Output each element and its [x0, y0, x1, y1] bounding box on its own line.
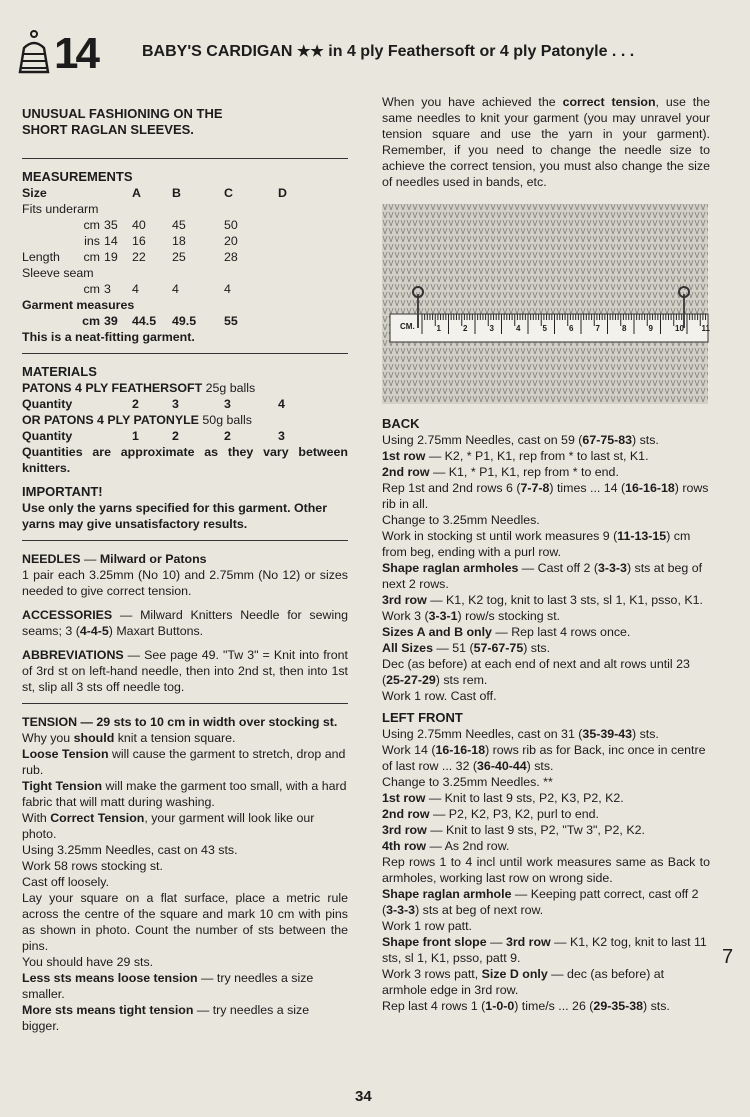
table-row	[22, 201, 322, 217]
unit-label: ins	[84, 234, 100, 248]
row-label: 1st row	[382, 791, 426, 805]
text: ) sts.	[523, 641, 551, 655]
row-label: 2nd row	[382, 807, 430, 821]
table-row	[22, 281, 322, 297]
back-raglan	[382, 560, 710, 592]
size-c: C	[224, 186, 233, 200]
text: — Rep last 4 rows once.	[491, 625, 631, 639]
cell: 4	[224, 282, 231, 296]
divider	[22, 353, 348, 354]
lf-work-row: Work 1 row patt.	[382, 919, 472, 933]
yarn1-quantity-table	[22, 396, 322, 412]
text: Rep last 4 rows 1 (	[382, 999, 486, 1013]
ball-of-yarn-icon	[14, 28, 54, 76]
text: — 51 (	[432, 641, 474, 655]
text-bold: 16-16-18	[625, 481, 675, 495]
row-label: Shape raglan armholes	[382, 561, 519, 575]
cell: 4	[172, 282, 179, 296]
cell: 4	[132, 282, 139, 296]
loose-label: Loose Tension	[22, 747, 109, 761]
text-bold: 29-35-38	[593, 999, 644, 1013]
text: — K2, * P1, K1, rep from * to last st, K1.	[425, 449, 649, 463]
lf-rib	[382, 742, 710, 774]
row-label: Size D only	[481, 967, 548, 981]
intro-line-1: UNUSUAL FASHIONING ON THE	[22, 106, 223, 121]
table-row	[22, 249, 322, 265]
text: — As 2nd row.	[426, 839, 510, 853]
row-label: Shape front slope	[382, 935, 487, 949]
accessories-heading: ACCESSORIES	[22, 608, 113, 622]
tension-heading-line: TENSION — 29 sts to 10 cm in width over stocking st.	[22, 715, 338, 729]
difficulty-stars: ★★	[296, 43, 324, 60]
knitted-swatch-image	[382, 204, 708, 404]
size-a: A	[132, 186, 141, 200]
text: — dec (as before) at armhole edge in 3rd row.	[382, 967, 665, 997]
text: — K1, K2 tog, knit to last 11 sts, sl 1, K1, psso, patt 9.	[382, 935, 707, 965]
cell: 50	[224, 218, 238, 232]
ruler-number: 6	[569, 324, 574, 333]
text: ) sts at beg of next 2 rows.	[382, 561, 703, 591]
measurements-table	[22, 185, 322, 329]
text-bold: 36-40-44	[477, 759, 527, 773]
text-bold: 3-3-3	[386, 903, 416, 917]
neat-fit-note: This is a neat-fitting garment.	[22, 330, 195, 344]
table-row	[22, 297, 322, 313]
text: Work 3 rows patt,	[382, 967, 482, 981]
lf-row2	[382, 806, 710, 822]
lf-rep-last	[382, 998, 710, 1014]
materials-heading: MATERIALS	[22, 364, 97, 379]
accessories-section: ACCESSORIES — Milward Knitters Needle for sewing seams; 3 (4-4-5) Maxart Buttons.	[22, 608, 348, 638]
tension-correct	[22, 810, 348, 842]
cell: 2	[172, 429, 179, 443]
back-sizes-ab	[382, 624, 710, 640]
unit-label: cm	[82, 314, 100, 328]
text: — try needles a size bigger.	[22, 1003, 310, 1033]
tension-cast-off: Cast off loosely.	[22, 875, 110, 889]
handwritten-margin-mark: 7	[722, 946, 734, 968]
cell: 39	[104, 314, 118, 328]
title-suffix: in 4 ply Feathersoft or 4 ply Patonyle . . .	[328, 43, 635, 60]
unit-label: cm	[83, 282, 100, 296]
accessories-text-end: ) Maxart Buttons.	[108, 624, 204, 638]
tight-label: Tight Tension	[22, 779, 103, 793]
text: — Keeping patt correct, cast off 2 (	[382, 887, 699, 917]
tension-note	[382, 94, 710, 190]
measurements-heading: MEASUREMENTS	[22, 169, 133, 184]
cell: 3	[278, 429, 285, 443]
accessories-sizes: 4-4-5	[79, 624, 109, 638]
back-rep	[382, 480, 710, 512]
text: , your garment will look like our photo.	[22, 811, 315, 841]
text: —	[486, 935, 506, 949]
tension-should-have: You should have 29 sts.	[22, 955, 154, 969]
row-label: 2nd row	[382, 465, 430, 479]
cell: 3	[224, 397, 231, 411]
cell: 3	[172, 397, 179, 411]
divider	[22, 158, 348, 159]
cell: 22	[132, 250, 146, 264]
text: knit a tension square.	[114, 731, 236, 745]
needles-section: NEEDLES — Milward or Patons	[22, 552, 207, 566]
text: — K1, * P1, K1, rep from * to end.	[429, 465, 619, 479]
text: Work in stocking st until work measures 9 (	[382, 529, 618, 543]
cell: 40	[132, 218, 146, 232]
tension-gauge: 29 sts to 10 cm in width over stocking st.	[96, 715, 338, 729]
text-bold: 16-16-18	[435, 743, 486, 757]
needles-heading: NEEDLES	[22, 552, 81, 566]
text-bold: 67-75-83	[582, 433, 633, 447]
text: will cause the garment to stretch, drop and rub.	[22, 747, 346, 777]
text: ) times ... 14 (	[549, 481, 626, 495]
row-label: 3rd row	[382, 593, 427, 607]
ruler-number: 9	[648, 324, 653, 333]
row-label	[22, 249, 104, 265]
pattern-title	[142, 42, 634, 61]
text: Why you	[22, 731, 74, 745]
text: ) time/s ... 26 (	[514, 999, 594, 1013]
text: will make the garment too small, with a hard fabric that will matt during washing.	[22, 779, 347, 809]
text-bold: 1-0-0	[485, 999, 515, 1013]
tension-tight	[22, 778, 348, 810]
back-row1	[382, 448, 710, 464]
yarn2-line	[22, 412, 348, 428]
text-bold: 57-67-75	[473, 641, 524, 655]
tension-less	[22, 970, 348, 1002]
cell: 44.5	[132, 314, 157, 328]
pattern-number: 14	[54, 29, 97, 78]
row-label: 3rd row	[382, 823, 427, 837]
title-prefix: BABY'S CARDIGAN	[142, 43, 293, 60]
abbreviations-heading: ABBREVIATIONS	[22, 648, 124, 662]
tension-work: Work 58 rows stocking st.	[22, 859, 163, 873]
needles-brand: Milward or Patons	[99, 552, 207, 566]
text: — try needles a size smaller.	[22, 971, 314, 1001]
ruler-number: 11	[701, 324, 710, 333]
back-work3	[382, 608, 710, 624]
accessories-text: Milward Knitters Needle for sewing seams; 3 (	[22, 608, 348, 638]
important-text: Use only the yarns specified for this garment. Other yarns may give unsatisfactory results.	[22, 501, 328, 531]
unit-label: cm	[83, 250, 100, 264]
less-label: Less sts means loose tension	[22, 971, 198, 985]
table-row	[22, 217, 322, 233]
quantities-approx: Quantities are approximate as they vary between knitters.	[22, 445, 348, 475]
table-row	[22, 185, 322, 201]
garment-label: Garment measures	[22, 298, 135, 312]
lf-cast-on	[382, 726, 710, 742]
sleeve-label: Sleeve seam	[22, 266, 94, 280]
yarn2-quantity-table	[22, 428, 322, 444]
important-heading: IMPORTANT!	[22, 484, 103, 499]
text: Using 2.75mm Needles, cast on 31 (	[382, 727, 583, 741]
yarn2-ball: 50g balls	[202, 413, 253, 427]
text: ) rows rib as for Back, inc once in centre of last row ... 32 (	[382, 743, 706, 773]
text-bold: 25-27-29	[386, 673, 436, 687]
tension-loose	[22, 746, 348, 778]
ruler-number: 1	[436, 324, 441, 333]
text-bold: correct tension	[562, 95, 656, 109]
text: ) sts rem.	[435, 673, 488, 687]
cell: 35	[104, 218, 118, 232]
correct-label: Correct Tension	[50, 811, 145, 825]
tension-square-photo	[382, 204, 708, 404]
cell: 3	[104, 282, 111, 296]
cell: 55	[224, 314, 238, 328]
tension-why	[22, 730, 348, 746]
lf-row3	[382, 822, 710, 838]
back-finish: Work 1 row. Cast off.	[382, 689, 497, 703]
lf-change: Change to 3.25mm Needles. **	[382, 775, 553, 789]
text: — P2, K2, P3, K2, purl to end.	[429, 807, 599, 821]
text-bold: 11-13-15	[617, 529, 667, 543]
tension-more	[22, 1002, 348, 1034]
ruler-number: 10	[675, 324, 684, 333]
tension-using: Using 3.25mm Needles, cast on 43 sts.	[22, 843, 238, 857]
text: — Knit to last 9 sts, P2, K3, P2, K2.	[425, 791, 624, 805]
cell: 20	[224, 234, 238, 248]
ruler-number: 5	[542, 324, 547, 333]
divider	[22, 703, 348, 704]
text: ) cm from beg, ending with a purl row.	[382, 529, 691, 559]
text: ) row/s stocking st.	[457, 609, 561, 623]
cell: 4	[278, 397, 285, 411]
text: Using 2.75mm Needles, cast on 59 (	[382, 433, 583, 447]
lf-slope	[382, 934, 710, 966]
divider	[22, 540, 348, 541]
left-front-heading: LEFT FRONT	[382, 710, 463, 725]
text: ) rows rib in all.	[382, 481, 709, 511]
lf-row4	[382, 838, 710, 854]
ruler-number: 2	[463, 324, 468, 333]
row-label: 3rd row	[505, 935, 551, 949]
needles-text: 1 pair each 3.25mm (No 10) and 2.75mm (No 12) or sizes needed to give correct tension.	[22, 568, 348, 598]
ruler-unit-label: CM.	[400, 322, 415, 331]
text: With	[22, 811, 51, 825]
cell: 14	[104, 234, 118, 248]
text: Rep 1st and 2nd rows 6 (	[382, 481, 521, 495]
text: Work 14 (	[382, 743, 436, 757]
row-label: 4th row	[382, 839, 427, 853]
size-label: Size	[22, 186, 47, 200]
cell: 2	[224, 429, 231, 443]
row-label: All Sizes	[382, 641, 433, 655]
intro-line-2: SHORT RAGLAN SLEEVES.	[22, 122, 194, 137]
page-header	[14, 28, 734, 80]
back-dec	[382, 656, 710, 688]
quantity-label: Quantity	[22, 429, 73, 443]
ruler-number: 4	[516, 324, 521, 333]
back-all-sizes	[382, 640, 710, 656]
size-d: D	[278, 186, 287, 200]
yarn2-brand: OR PATONS 4 PLY PATONYLE	[22, 413, 199, 427]
table-row	[22, 428, 322, 444]
table-row	[22, 265, 322, 281]
text: — Cast off 2 (	[518, 561, 599, 575]
yarn1-line	[22, 380, 348, 396]
cell: 49.5	[172, 314, 197, 328]
lf-work3	[382, 966, 710, 998]
cell: 45	[172, 218, 186, 232]
cell: 18	[172, 234, 186, 248]
cell: 16	[132, 234, 146, 248]
yarn1-ball: 25g balls	[205, 381, 256, 395]
text: — Knit to last 9 sts, P2, "Tw 3", P2, K2.	[426, 823, 645, 837]
text-bold: 7-7-8	[520, 481, 550, 495]
text: Dec (as before) at each end of next and alt rows until 23 (	[382, 657, 690, 687]
back-heading: BACK	[382, 416, 420, 431]
abbreviations-text: See page 49. "Tw 3" = Knit into front of 3rd st on left-hand needle, then into 2nd st, then into 1st st, slip all 3 sts off needle tog.	[22, 648, 348, 694]
size-b: B	[172, 186, 181, 200]
right-column	[382, 94, 710, 1014]
cell: 25	[172, 250, 186, 264]
row-label: 1st row	[382, 449, 426, 463]
more-label: More sts means tight tension	[22, 1003, 194, 1017]
text: ) sts.	[643, 999, 670, 1013]
text: When you have achieved the	[382, 95, 563, 109]
cell: 2	[132, 397, 139, 411]
back-stocking	[382, 528, 710, 560]
unit-label: cm	[83, 218, 100, 232]
cell: 19	[104, 250, 118, 264]
text: Work 3 (	[382, 609, 429, 623]
page-number: 34	[355, 1088, 372, 1105]
lf-rep: Rep rows 1 to 4 incl until work measures same as Back to armholes, working last row on wrong side.	[382, 855, 710, 885]
cell: 1	[132, 429, 139, 443]
back-row3	[382, 592, 710, 608]
abbreviations-section: ABBREVIATIONS — See page 49. "Tw 3" = Knit into front of 3rd st on left-hand needle, then into 2nd st, then into 1st st, slip all 3 sts off needle tog.	[22, 648, 348, 694]
text-bold: 35-39-43	[582, 727, 633, 741]
row-label: Shape raglan armhole	[382, 887, 512, 901]
text-bold: 3-3-1	[428, 609, 458, 623]
text: ) sts.	[632, 433, 659, 447]
cell: 28	[224, 250, 238, 264]
back-row2	[382, 464, 710, 480]
quantity-label: Quantity	[22, 397, 73, 411]
text: ) sts at beg of next row.	[415, 903, 544, 917]
left-column	[22, 96, 348, 1034]
lf-raglan	[382, 886, 710, 918]
yarn1-brand: PATONS 4 PLY FEATHERSOFT	[22, 381, 203, 395]
text-bold: 3-3-3	[598, 561, 627, 575]
table-row	[22, 396, 322, 412]
text: ) sts.	[632, 727, 659, 741]
fits-underarm-label: Fits underarm	[22, 202, 99, 216]
ruler-number: 7	[595, 324, 600, 333]
length-label: Length	[22, 250, 60, 264]
tension-heading: TENSION	[22, 715, 78, 729]
table-row	[22, 233, 322, 249]
table-row	[22, 313, 322, 329]
text: , use the same needles to knit your garment (you may unravel your tension square and use the yarn in your garment). Remember, if you need to change the needle size to achieve the correct tension, you must also change the size of needles used in bands, etc.	[382, 95, 710, 189]
text: — K1, K2 tog, knit to last 3 sts, sl 1, K1, psso, K1.	[426, 593, 703, 607]
text-bold: should	[73, 731, 115, 745]
back-cast-on	[382, 432, 710, 448]
text: ) sts.	[526, 759, 554, 773]
back-change: Change to 3.25mm Needles.	[382, 513, 540, 527]
ruler-number: 3	[489, 324, 494, 333]
tension-lay: Lay your square on a flat surface, place a metric rule across the centre of the square and mark 10 cm with pins as shown in photo. Count the number of sts between the pins.	[22, 891, 348, 953]
lf-row1	[382, 790, 710, 806]
row-label: Sizes A and B only	[382, 625, 492, 639]
ruler-number: 8	[622, 324, 627, 333]
